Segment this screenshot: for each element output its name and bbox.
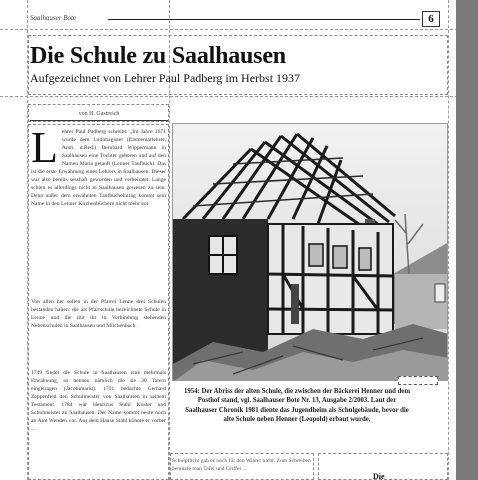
guide-line	[0, 96, 478, 97]
body-text-paragraph[interactable]	[31, 129, 166, 291]
author-rule	[30, 120, 168, 121]
pasteboard-edge	[456, 0, 478, 480]
image-frame-handle[interactable]	[398, 376, 438, 385]
guide-line	[448, 0, 449, 480]
next-article-heading[interactable]: Die	[373, 472, 385, 480]
page-number: 6	[422, 11, 440, 27]
continued-text[interactable]: Schulpflicht gab es noch für den Winter nicht. Zum Schreiben benutzte man Tafel und Griffel ...	[172, 458, 311, 472]
article-photo[interactable]	[172, 123, 448, 381]
header-rule	[108, 19, 420, 20]
guide-line	[0, 29, 478, 30]
photo-caption[interactable]: 1954: Der Abriss der alten Schule, die zwischen der Bäckerei Henner und dem Posthof stand, vgl. Saalhauser Bote Nr. 13, Ausgabe 2/2003. Laut der Saalhauser Chronik 1981 diente das Jugendheim als Schulgebäude, bevor die alte Schule neben Henner (Leopold) erbaut wurde.	[183, 388, 411, 424]
article-title[interactable]: Die Schule zu Saalhausen	[30, 43, 286, 69]
body-text-paragraph[interactable]: 1749 findet die Schule in Saalhausen eine mehrmals Erwähnung, so nennen nämlich die sie 30 Talern eingetragen (Jacobimarkt). 1751 bedachte Gerhard Zeppenfeld den Schulmeister von Saalhausen in seinem Testament. 1784 war Henricus Stahl Küster und Schulmeister zu Saalhausen. Der Name kommt heute noch an Amt Wenden vor. Aus dem Hause Stahl könnte er vorher ...	[31, 370, 166, 432]
paragraph-text: ehrer Paul Padberg schreibt: „Im Jahre 1671 wurde dem Ludimagister (Elementarlehrer, Anm. d.Red.) Bernhard Wippermann in Saalhausen eine Tochter geboren und auf den Namen Maria getauft (Lenner Taufbuch). Das ist die erste Erwähnung eines Lehrers in Saalhausen. Dieser war also bereits sesshaft geworden und verheiratet. Lange schien es allerdings nicht in Saalhausen gewesen zu sein. Denn außer dem erwähnten Taufbucheintrag kommt sein Name in den Lenner Kirchenbüchern nicht mehr vor.	[31, 129, 166, 207]
drop-cap: L	[31, 129, 58, 172]
body-text-paragraph[interactable]: Von allen her sollen in der Pfarrei Lenne drei Schulen bestanden haben: die als Pfarrschule bezeichnete Schule in Lenne und die mit ihr in Verbindung stehenden Nebenschulen in Saalhausen und Milchenbach.	[31, 299, 166, 329]
article-subtitle[interactable]: Aufgezeichnet von Lehrer Paul Padberg im Herbst 1937	[30, 71, 301, 85]
author-line[interactable]: von H. Gastreich	[78, 111, 120, 117]
demolition-photo-illustration	[173, 124, 448, 381]
running-header: Saalhauser Bote	[30, 14, 77, 22]
